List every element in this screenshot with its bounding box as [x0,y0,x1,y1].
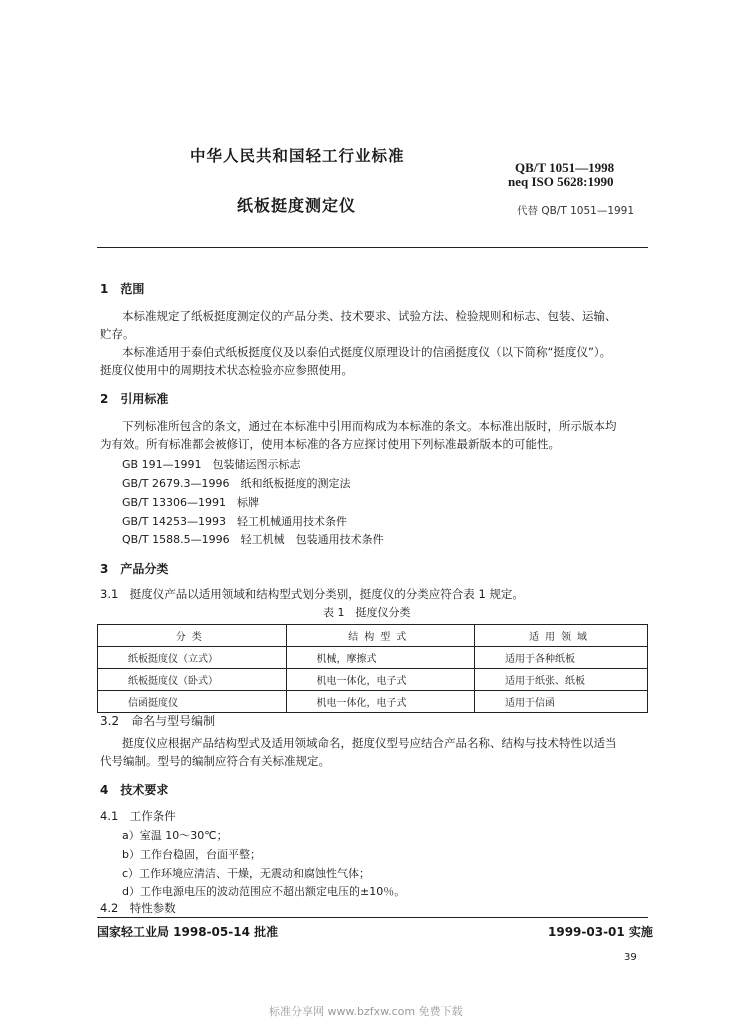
table-cell: 适用于信函 [475,691,648,713]
page-number: 39 [624,952,637,963]
clause-4-1-heading: 4.1 工作条件 [100,809,176,823]
section-1-paragraph-2-line-2: 挺度仪使用中的周期技术状态检验亦应参照使用。 [100,363,353,377]
reference-item: QB/T 1588.5—1996 轻工机械 包装通用技术条件 [122,533,384,546]
section-2-paragraph-line-2: 为有效。所有标准都会被修订，使用本标准的各方应探讨使用下列标准最新版本的可能性。 [100,437,560,451]
section-2-heading: 2 引用标准 [100,392,169,406]
standard-category-title: 中华人民共和国轻工行业标准 [190,147,405,165]
footer-divider [97,917,648,918]
watermark-text: 标准分享网 www.bzfxw.com 免费下载 [269,1005,463,1018]
clause-3-2-heading: 3.2 命名与型号编制 [100,714,216,728]
table-cell: 纸板挺度仪（立式） [98,647,287,669]
clause-3-2-line-1: 挺度仪应根据产品结构型式及适用领域命名，挺度仪型号应结合产品名称、结构与技术特性以适当 [122,736,617,750]
section-1-heading: 1 范围 [100,282,145,296]
standard-code: QB/T 1051—1998 [515,160,615,175]
table-cell: 机电一体化，电子式 [286,691,475,713]
reference-item: GB 191—1991 包装储运图示标志 [122,458,301,471]
table-cell: 适用于各种纸板 [475,647,648,669]
table-row [98,669,648,691]
table-cell: 机械，摩擦式 [286,647,475,669]
clause-3-1: 3.1 挺度仪产品以适用领域和结构型式划分类别，挺度仪的分类应符合表 1 规定。 [100,587,524,601]
condition-item: c）工作环境应清洁、干燥，无震动和腐蚀性气体； [122,867,371,880]
section-1-paragraph-1-line-1: 本标准规定了纸板挺度测定仪的产品分类、技术要求、试验方法、检验规则和标志、包装、运输、 [122,309,617,323]
approval-note: 国家轻工业局 1998-05-14 批准 [97,925,279,939]
clause-4-2-heading: 4.2 特性参数 [100,901,176,915]
table-header-row [98,625,648,647]
table-cell: 纸板挺度仪（卧式） [98,669,287,691]
classification-table [97,624,648,713]
header-divider [97,247,648,248]
table-header-cell: 适用领域 [475,625,648,647]
condition-item: b）工作台稳固，台面平整； [122,848,261,861]
replaces-note: 代替 QB/T 1051—1991 [517,205,635,217]
section-2-paragraph-line-1: 下列标准所包含的条文，通过在本标准中引用而构成为本标准的条文。本标准出版时，所示版本均 [122,419,617,433]
effective-date: 1999-03-01 实施 [548,925,653,939]
table-cell: 适用于纸张、纸板 [475,669,648,691]
section-3-heading: 3 产品分类 [100,562,169,576]
condition-item: d）工作电源电压的波动范围应不超出额定电压的±10％。 [122,885,406,898]
equivalence-code: neq ISO 5628:1990 [508,174,614,189]
document-title: 纸板挺度测定仪 [237,196,357,215]
reference-item: GB/T 13306—1991 标牌 [122,496,259,509]
table-caption: 表 1 挺度仪分类 [323,606,411,619]
condition-item: a）室温 10～30℃； [122,829,228,842]
table-row [98,647,648,669]
table-cell: 信函挺度仪 [98,691,287,713]
clause-3-2-line-2: 代号编制。型号的编制应符合有关标准规定。 [100,754,330,768]
section-1-paragraph-1-line-2: 贮存。 [100,327,135,341]
table-row [98,691,648,713]
section-1-paragraph-2-line-1: 本标准适用于泰伯式纸板挺度仪及以泰伯式挺度仪原理设计的信函挺度仪（以下简称“挺度仪”）。 [122,345,612,359]
section-4-heading: 4 技术要求 [100,783,169,797]
reference-item: GB/T 14253—1993 轻工机械通用技术条件 [122,515,347,528]
table-header-cell: 分类 [98,625,287,647]
table-cell: 机电一体化，电子式 [286,669,475,691]
reference-item: GB/T 2679.3—1996 纸和纸板挺度的测定法 [122,477,351,490]
table-header-cell: 结构型式 [286,625,475,647]
